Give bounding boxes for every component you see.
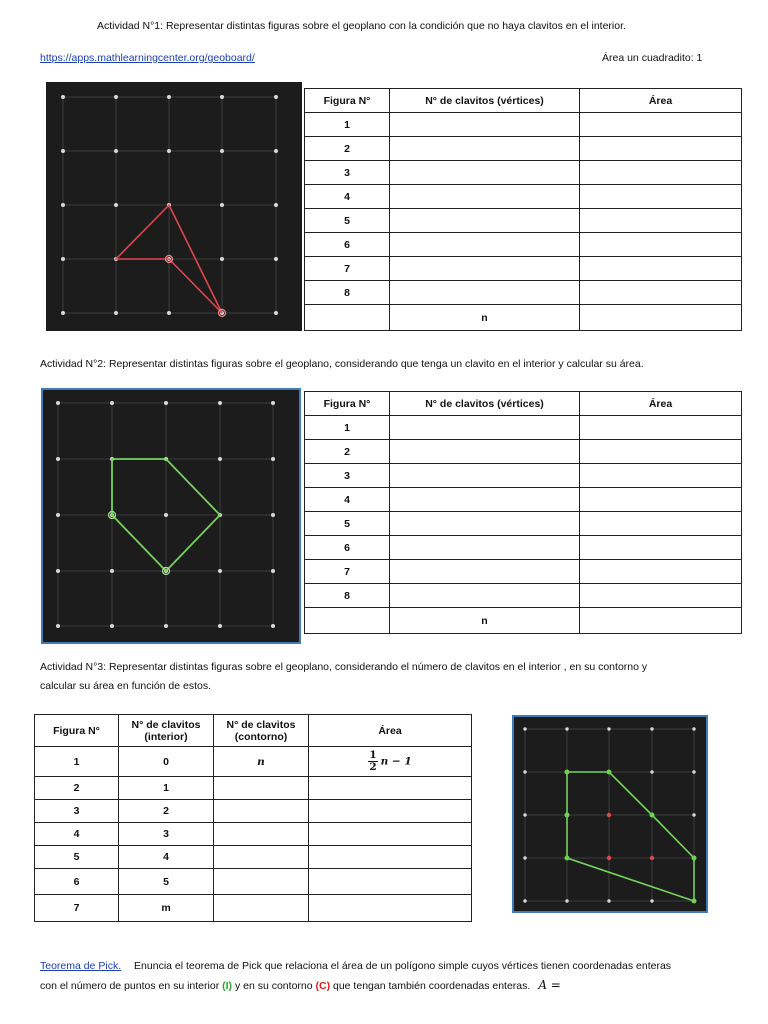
frac-den: 2: [369, 761, 377, 773]
cell-empty[interactable]: [214, 869, 309, 895]
area-rest: n − 1: [380, 755, 412, 768]
pick-text-2b: y en su contorno: [232, 980, 316, 992]
act3-title-2: calcular su área en función de estos.: [40, 680, 212, 692]
cell-empty[interactable]: [580, 512, 742, 536]
cell-empty[interactable]: [214, 823, 309, 846]
cell-empty[interactable]: [580, 209, 742, 233]
row-fig: 1: [305, 416, 390, 440]
row-fig: 6: [305, 233, 390, 257]
cell-empty[interactable]: [390, 464, 580, 488]
cell-empty[interactable]: [309, 800, 472, 823]
row-fig: 5: [305, 512, 390, 536]
row-fig: 3: [305, 161, 390, 185]
cell-empty[interactable]: [390, 416, 580, 440]
row-fig: 3: [305, 464, 390, 488]
area-fraction: [368, 750, 377, 773]
act2-title: Actividad N°2: Representar distintas figuras sobre el geoplano, considerando que tenga un clavito en el interior y calcular su área.: [40, 358, 644, 370]
col-area: Área: [580, 392, 742, 416]
cell-empty[interactable]: [580, 281, 742, 305]
geoboard-3: [512, 715, 708, 913]
row-fig: 2: [305, 137, 390, 161]
row-fig: 5: [305, 209, 390, 233]
cell-empty[interactable]: [580, 257, 742, 281]
pick-c-label: (C): [315, 980, 331, 992]
row-n: n: [390, 608, 580, 634]
col-interior-a: N° de clavitos: [131, 718, 201, 731]
cell-empty[interactable]: [390, 536, 580, 560]
row-fig: 7: [305, 257, 390, 281]
row-fig: 2: [35, 777, 119, 800]
row-fig: 4: [35, 823, 119, 846]
row-fig: 8: [305, 584, 390, 608]
row-contorno: n: [214, 747, 309, 777]
col-contorno: [214, 715, 309, 747]
row-interior: 3: [119, 823, 214, 846]
cell-empty[interactable]: [390, 488, 580, 512]
col-contorno-a: N° de clavitos: [226, 718, 296, 731]
cell-empty[interactable]: [580, 185, 742, 209]
cell-empty[interactable]: [390, 161, 580, 185]
pick-line-1: [40, 960, 671, 972]
col-clavitos: N° de clavitos (vértices): [390, 89, 580, 113]
cell-empty[interactable]: [390, 281, 580, 305]
cell-empty[interactable]: [580, 464, 742, 488]
cell-empty[interactable]: [580, 113, 742, 137]
act2-table: [304, 391, 742, 634]
act1-title: Actividad N°1: Representar distintas figuras sobre el geoplano con la condición que no haya clavitos en el interior.: [97, 20, 626, 32]
col-interior-b: (interior): [144, 730, 188, 743]
cell-empty[interactable]: [580, 416, 742, 440]
row-fig: 1: [305, 113, 390, 137]
col-area: Área: [580, 89, 742, 113]
cell-empty[interactable]: [390, 233, 580, 257]
cell-empty[interactable]: [390, 560, 580, 584]
col-figura: Figura N°: [305, 89, 390, 113]
row-interior: 1: [119, 777, 214, 800]
row-interior: 4: [119, 846, 214, 869]
geoboard-2: [41, 388, 301, 644]
pick-text-2c: que tengan también coordenadas enteras.: [330, 980, 531, 992]
cell-empty[interactable]: [580, 488, 742, 512]
cell-empty[interactable]: [214, 895, 309, 922]
act1-table: [304, 88, 742, 331]
row-fig: 7: [35, 895, 119, 922]
row-interior: m: [119, 895, 214, 922]
row-fig: 8: [305, 281, 390, 305]
cell-empty[interactable]: [580, 440, 742, 464]
row-interior: 2: [119, 800, 214, 823]
cell-empty[interactable]: [390, 209, 580, 233]
cell-empty[interactable]: [580, 584, 742, 608]
row-fig: 6: [35, 869, 119, 895]
cell-empty[interactable]: [580, 560, 742, 584]
row-interior: 0: [119, 747, 214, 777]
cell-empty[interactable]: [305, 305, 390, 331]
pick-formula: A =: [538, 978, 561, 992]
cell-empty[interactable]: [309, 869, 472, 895]
row-fig: 4: [305, 488, 390, 512]
cell-empty[interactable]: [390, 257, 580, 281]
col-interior: [119, 715, 214, 747]
pick-text-2a: con el número de puntos en su interior: [40, 980, 223, 992]
pick-link[interactable]: Teorema de Pick.: [40, 960, 122, 972]
cell-empty[interactable]: [580, 161, 742, 185]
row-fig: 5: [35, 846, 119, 869]
col-contorno-b: (contorno): [234, 730, 288, 743]
cell-empty[interactable]: [305, 608, 390, 634]
col-figura: Figura N°: [35, 715, 119, 747]
row-fig: 1: [35, 747, 119, 777]
act3-table: [34, 714, 472, 922]
cell-empty[interactable]: [580, 305, 742, 331]
row-fig: 4: [305, 185, 390, 209]
row-fig: 6: [305, 536, 390, 560]
act3-title-1: Actividad N°3: Representar distintas figuras sobre el geoplano, considerando el número de clavitos en el interior , en su contorno y: [40, 661, 648, 673]
row-interior: 5: [119, 869, 214, 895]
col-area: Área: [309, 715, 472, 747]
row-fig: 7: [305, 560, 390, 584]
pick-line-2: [40, 978, 561, 992]
cell-empty[interactable]: [390, 137, 580, 161]
cell-empty[interactable]: [580, 137, 742, 161]
row-fig: 2: [305, 440, 390, 464]
row-fig: 3: [35, 800, 119, 823]
cell-empty[interactable]: [309, 777, 472, 800]
cell-empty[interactable]: [580, 536, 742, 560]
cell-empty[interactable]: [390, 113, 580, 137]
cell-empty[interactable]: [390, 440, 580, 464]
cell-empty[interactable]: [580, 608, 742, 634]
frac-num: 1: [369, 749, 377, 761]
area-note: Área un cuadradito: 1: [602, 52, 703, 64]
cell-empty[interactable]: [309, 895, 472, 922]
cell-empty[interactable]: [309, 823, 472, 846]
cell-empty[interactable]: [214, 846, 309, 869]
pick-text-1: Enuncia el teorema de Pick que relaciona el área de un polígono simple cuyos vértices tienen coordenadas enteras: [134, 960, 672, 972]
row-n: n: [390, 305, 580, 331]
cell-empty[interactable]: [390, 512, 580, 536]
pick-i-label: (I): [222, 980, 233, 992]
geoboard-link[interactable]: https://apps.mathlearningcenter.org/geoboard/: [40, 52, 255, 64]
col-clavitos: N° de clavitos (vértices): [390, 392, 580, 416]
col-figura: Figura N°: [305, 392, 390, 416]
row-area: [309, 747, 472, 777]
cell-empty[interactable]: [214, 800, 309, 823]
geoboard-1: [46, 82, 302, 331]
cell-empty[interactable]: [390, 584, 580, 608]
cell-empty[interactable]: [309, 846, 472, 869]
cell-empty[interactable]: [214, 777, 309, 800]
cell-empty[interactable]: [390, 185, 580, 209]
cell-empty[interactable]: [580, 233, 742, 257]
